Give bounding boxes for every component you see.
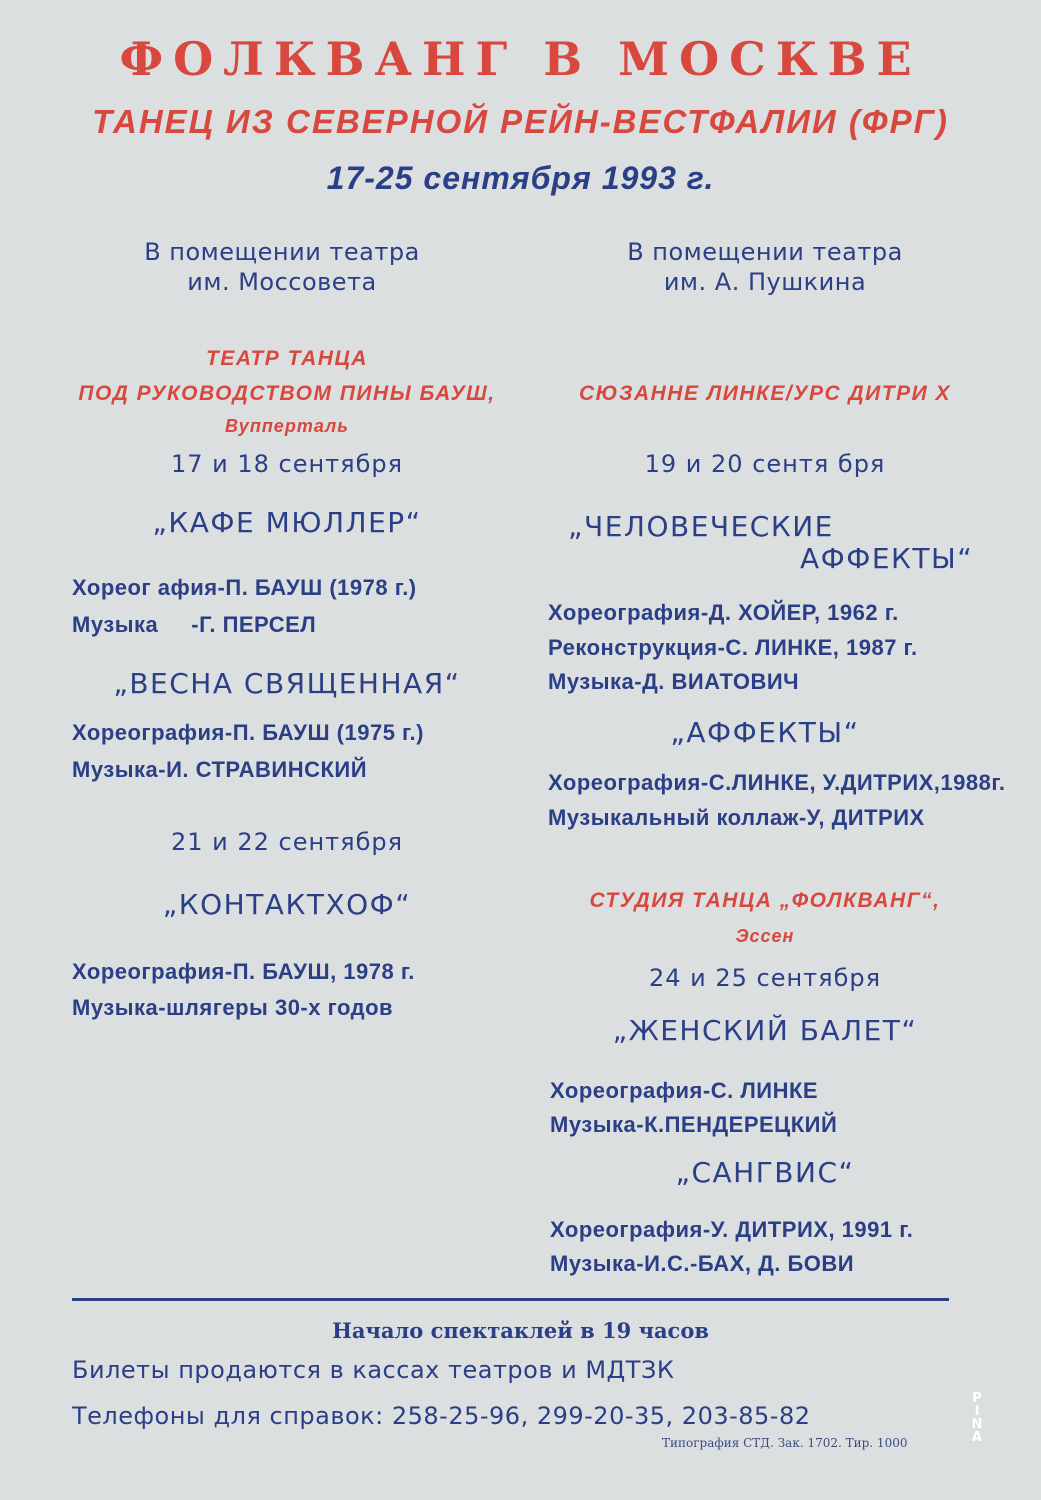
left-company-line2: ПОД РУКОВОДСТВОМ ПИНЫ БАУШ, <box>78 382 496 405</box>
ticket-info: Билеты продаются в кассах театров и МДТЗК <box>72 1356 675 1384</box>
left-company-city: Вупперталь <box>225 416 349 436</box>
play-human-affects-line2: АФФЕКТЫ“ <box>800 542 974 575</box>
womens-ballet-choreography: Хореография-С. ЛИНКЕ <box>550 1078 819 1103</box>
right-venue-line2: им. А. Пушкина <box>663 268 867 296</box>
left-dates-2: 21 и 22 сентября <box>170 828 404 856</box>
left-venue-line2: им. Моссовета <box>187 268 377 296</box>
poster-subtitle: ТАНЕЦ ИЗ СЕВЕРНОЙ РЕЙН-ВЕСТФАЛИИ (ФРГ) <box>92 103 949 140</box>
right-company-1: СЮЗАННЕ ЛИНКЕ/УРС ДИТРИ Х <box>578 382 952 405</box>
rite-of-spring-choreography: Хореография-П. БАУШ (1975 г.) <box>72 720 424 745</box>
play-sanguis: „САНГВИС“ <box>675 1156 855 1189</box>
footer-divider <box>72 1298 949 1301</box>
left-dates-1: 17 и 18 сентября <box>170 450 404 478</box>
phone-info: Телефоны для справок: 258-25-96, 299-20-35, 203-85-82 <box>72 1402 811 1430</box>
left-venue-line1: В помещении театра <box>144 238 420 266</box>
right-company-2: СТУДИЯ ТАНЦА „ФОЛКВАНГ“, <box>589 889 941 912</box>
play-human-affects-line1: „ЧЕЛОВЕЧЕСКИЕ <box>568 510 834 543</box>
sanguis-choreography: Хореография-У. ДИТРИХ, 1991 г. <box>550 1217 914 1242</box>
printer-imprint: Типография СТД. Зак. 1702. Тир. 1000 <box>662 1436 908 1450</box>
sanguis-music: Музыка-И.С.-БАХ, Д. БОВИ <box>550 1251 855 1276</box>
cafe-muller-music: Музыка -Г. ПЕРСЕЛ <box>72 612 317 637</box>
rite-of-spring-music: Музыка-И. СТРАВИНСКИЙ <box>72 757 368 782</box>
kontakthof-choreography: Хореография-П. БАУШ, 1978 г. <box>72 959 415 984</box>
right-dates-1: 19 и 20 сентя бря <box>644 450 886 478</box>
human-affects-music: Музыка-Д. ВИАТОВИЧ <box>548 669 800 694</box>
right-company-2-city: Эссен <box>735 926 795 946</box>
play-womens-ballet: „ЖЕНСКИЙ БАЛЕТ“ <box>612 1014 918 1047</box>
human-affects-reconstruction: Реконструкция-С. ЛИНКЕ, 1987 г. <box>548 635 918 660</box>
play-affects: „АФФЕКТЫ“ <box>670 716 860 749</box>
womens-ballet-music: Музыка-К.ПЕНДЕРЕЦКИЙ <box>550 1112 838 1137</box>
play-rite-of-spring: „ВЕСНА СВЯЩЕННАЯ“ <box>113 667 461 700</box>
human-affects-choreography: Хореография-Д. ХОЙЕР, 1962 г. <box>548 600 899 625</box>
right-dates-2: 24 и 25 сентября <box>648 964 882 992</box>
affects-choreography: Хореография-С.ЛИНКЕ, У.ДИТРИХ,1988г. <box>548 770 1006 795</box>
left-company-line1: ТЕАТР ТАНЦА <box>206 347 368 370</box>
poster-title: ФОЛКВАНГ В МОСКВЕ <box>119 32 922 86</box>
start-time: Начало спектаклей в 19 часов <box>332 1318 709 1343</box>
affects-music: Музыкальный коллаж-У, ДИТРИХ <box>548 805 925 830</box>
play-kontakthof: „КОНТАКТХОФ“ <box>162 888 412 921</box>
pina-logo: P I N A <box>971 1391 983 1445</box>
cafe-muller-choreography: Хореог афия-П. БАУШ (1978 г.) <box>72 575 417 600</box>
date-range: 17-25 сентября 1993 г. <box>326 160 715 196</box>
play-cafe-muller: „КАФЕ МЮЛЛЕР“ <box>152 506 422 539</box>
right-venue-line1: В помещении театра <box>627 238 903 266</box>
kontakthof-music: Музыка-шлягеры 30-х годов <box>72 995 394 1020</box>
